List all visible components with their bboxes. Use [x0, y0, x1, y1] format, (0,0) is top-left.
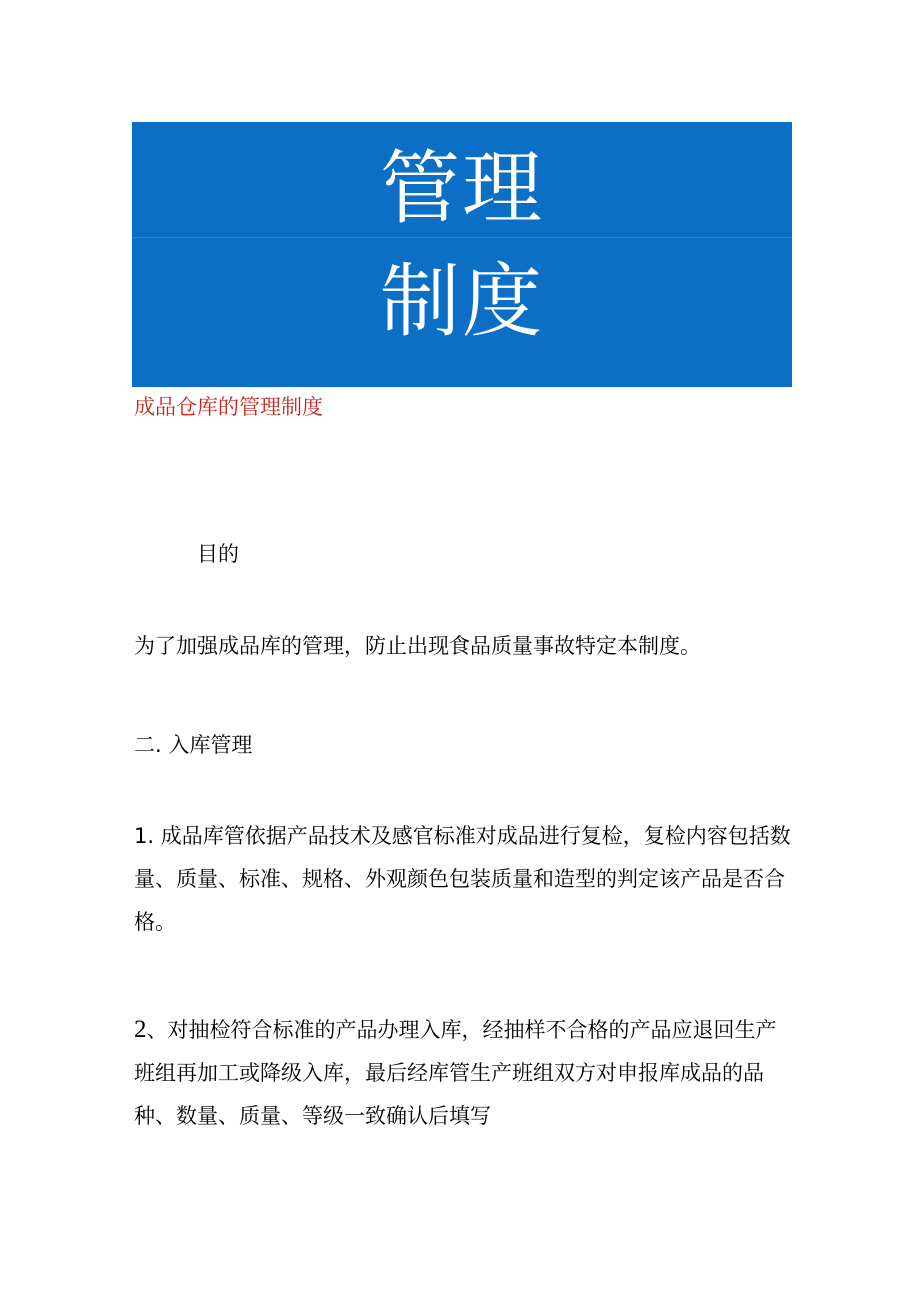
inbound-item-2-text: 、对抽检符合标准的产品办理入库，经抽样不合格的产品应退回生产班组再加工或降级入库，最后经库管生产班组双方对申报库成品的品种、数量、质量、等级一致确认后填写: [134, 1018, 777, 1128]
document-subtitle: 成品仓库的管理制度: [134, 395, 323, 419]
section-inbound-heading: 二. 入库管理: [134, 733, 253, 757]
banner-title-line2: 制度: [380, 255, 544, 348]
section-purpose-label: 目的: [197, 542, 239, 566]
inbound-item-2-number: 2: [134, 1016, 147, 1043]
inbound-item-1: 1. 成品库管依据产品技术及感官标准对成品进行复检，复检内容包括数量、质量、标准、规格、外观颜色包装质量和造型的判定该产品是否合格。: [134, 824, 791, 934]
banner-title-line1: 管理: [380, 142, 544, 235]
purpose-paragraph: 为了加强成品库的管理，防止出现食品质量事故特定本制度。: [134, 634, 701, 658]
inbound-item-2: [134, 1008, 794, 1138]
